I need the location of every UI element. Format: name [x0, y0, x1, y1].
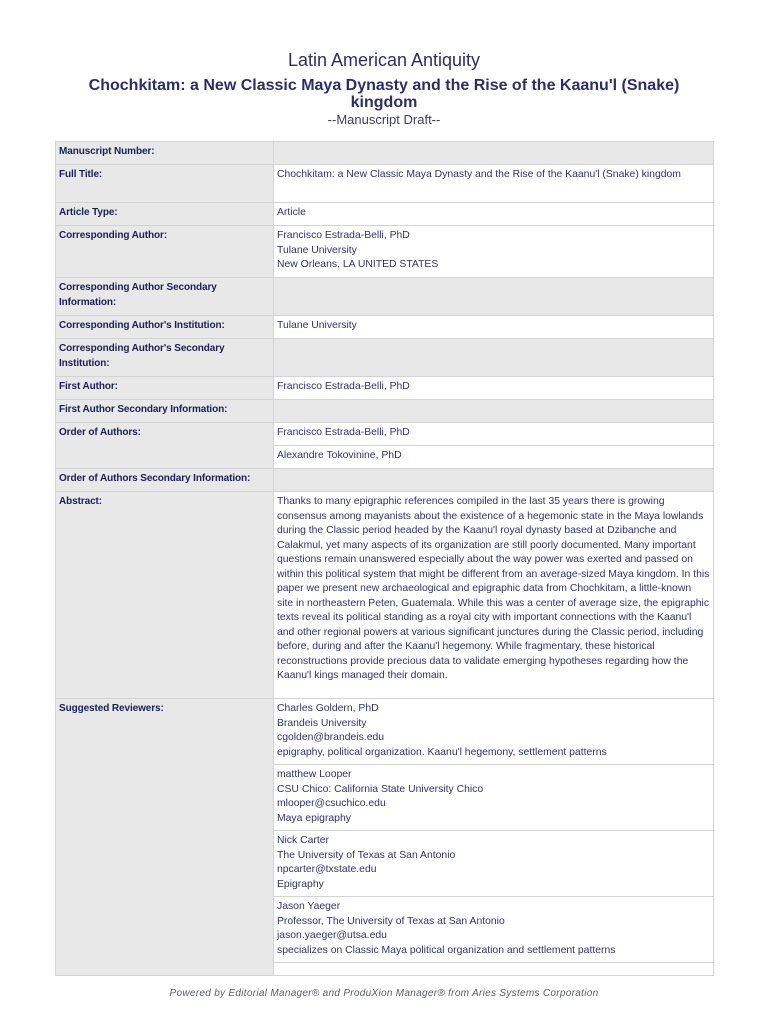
reviewer-email: cgolden@brandeis.edu — [277, 732, 385, 743]
reviewer-name: Nick Carter — [277, 835, 329, 846]
reviewer-email: mlooper@csuchico.edu — [277, 798, 386, 809]
reviewer-affiliation: Brandeis University — [277, 717, 367, 729]
reviewer-4 — [274, 897, 714, 963]
row-corresponding-secondary — [56, 278, 714, 316]
value-first-author-secondary — [274, 400, 714, 423]
row-first-author — [56, 377, 714, 400]
row-full-title — [56, 165, 714, 203]
reviewer-name: Charles Goldern, PhD — [277, 703, 379, 714]
reviewer-affiliation: The University of Texas at San Antonio — [277, 849, 456, 861]
value-order-secondary — [274, 469, 714, 492]
label-full-title: Full Title: — [56, 165, 274, 203]
label-abstract: Abstract: — [56, 492, 274, 699]
corresponding-author-location: New Orleans, LA UNITED STATES — [277, 259, 439, 270]
reviewer-name: Jason Yaeger — [277, 901, 341, 912]
reviewer-affiliation: Professor, The University of Texas at San Antonio — [277, 915, 505, 927]
label-order-of-authors: Order of Authors: — [56, 423, 274, 469]
row-abstract — [56, 492, 714, 699]
reviewer-3 — [274, 831, 714, 897]
corresponding-author-name: Francisco Estrada-Belli, PhD — [277, 230, 410, 241]
reviewer-email: jason.yaeger@utsa.edu — [277, 930, 387, 941]
value-abstract: Thanks to many epigraphic references compiled in the last 35 years there is growing consensus among mayanists about the existence of a hegemonic state in the Maya lowlands during the Classic period headed by the Kaanu'l royal dynasty based at Dzibanche and Calakmul, yet many aspects of its organization are still poorly documented. Many important questions remain unanswered especially about the way power was exerted and passed on within this political system that might be different from an average-sized Maya kingdom. In this paper we present new archaeological and epigraphic data from Chochkitam, a little-known site in northeastern Peten, Guatemala. While this was a center of average size, the epigraphic texts reveal its political standing as a royal city with important connections with the Kaanu'l and other regional powers at various significant junctures during the Classic period, including before, during and after the Kaanu'l hegemony. While fragmentary, these historical reconstructions provide precious data to validate emerging hypotheses regarding how the Kaanu'l kings managed their domain. — [274, 492, 714, 699]
value-article-type: Article — [274, 203, 714, 226]
row-order-of-authors-1 — [56, 423, 714, 446]
label-first-author: First Author: — [56, 377, 274, 400]
value-manuscript-number — [274, 142, 714, 165]
row-reviewer-1 — [56, 699, 714, 765]
row-manuscript-number — [56, 142, 714, 165]
reviewer-affiliation: CSU Chico: California State University Chico — [277, 783, 484, 795]
reviewer-note: epigraphy, political organization. Kaanu'l hegemony, settlement patterns — [277, 746, 607, 758]
row-corresponding-secondary-institution — [56, 339, 714, 377]
reviewer-note: Maya epigraphy — [277, 812, 351, 824]
value-corresponding-secondary — [274, 278, 714, 316]
value-corresponding-author — [274, 226, 714, 278]
draft-label: --Manuscript Draft-- — [327, 112, 441, 127]
value-first-author: Francisco Estrada-Belli, PhD — [274, 377, 714, 400]
row-first-author-secondary — [56, 400, 714, 423]
label-suggested-reviewers: Suggested Reviewers: — [56, 699, 274, 976]
row-corresponding-author — [56, 226, 714, 278]
reviewer-note: Epigraphy — [277, 878, 324, 890]
value-full-title: Chochkitam: a New Classic Maya Dynasty and the Rise of the Kaanu'l (Snake) kingdom — [274, 165, 714, 203]
value-author-2: Alexandre Tokovinine, PhD — [274, 446, 714, 469]
label-manuscript-number: Manuscript Number: — [56, 142, 274, 165]
reviewer-1 — [274, 699, 714, 765]
label-order-secondary: Order of Authors Secondary Information: — [56, 469, 274, 492]
row-article-type — [56, 203, 714, 226]
footer-powered-by: Powered by Editorial Manager® and ProduXion Manager® from Aries Systems Corporation — [169, 988, 599, 999]
label-first-author-secondary: First Author Secondary Information: — [56, 400, 274, 423]
label-corresponding-institution: Corresponding Author's Institution: — [56, 316, 274, 339]
corresponding-author-institution: Tulane University — [277, 244, 357, 256]
manuscript-title: Chochkitam: a New Classic Maya Dynasty and the Rise of the Kaanu'l (Snake) kingdom — [88, 77, 680, 111]
label-corresponding-secondary: Corresponding Author Secondary Information: — [56, 278, 274, 316]
row-order-secondary — [56, 469, 714, 492]
reviewer-note: specializes on Classic Maya political organization and settlement patterns — [277, 944, 616, 956]
row-corresponding-institution — [56, 316, 714, 339]
label-corresponding-author: Corresponding Author: — [56, 226, 274, 278]
reviewer-2 — [274, 765, 714, 831]
value-corresponding-secondary-institution — [274, 339, 714, 377]
reviewer-email: npcarter@txstate.edu — [277, 864, 377, 875]
value-author-1: Francisco Estrada-Belli, PhD — [274, 423, 714, 446]
reviewer-name: matthew Looper — [277, 769, 352, 780]
label-article-type: Article Type: — [56, 203, 274, 226]
value-corresponding-institution: Tulane University — [274, 316, 714, 339]
manuscript-info-table — [55, 141, 714, 976]
reviewer-empty-cell — [274, 963, 714, 976]
journal-name: Latin American Antiquity — [287, 50, 481, 70]
label-corresponding-secondary-institution: Corresponding Author's Secondary Institution: — [56, 339, 274, 377]
